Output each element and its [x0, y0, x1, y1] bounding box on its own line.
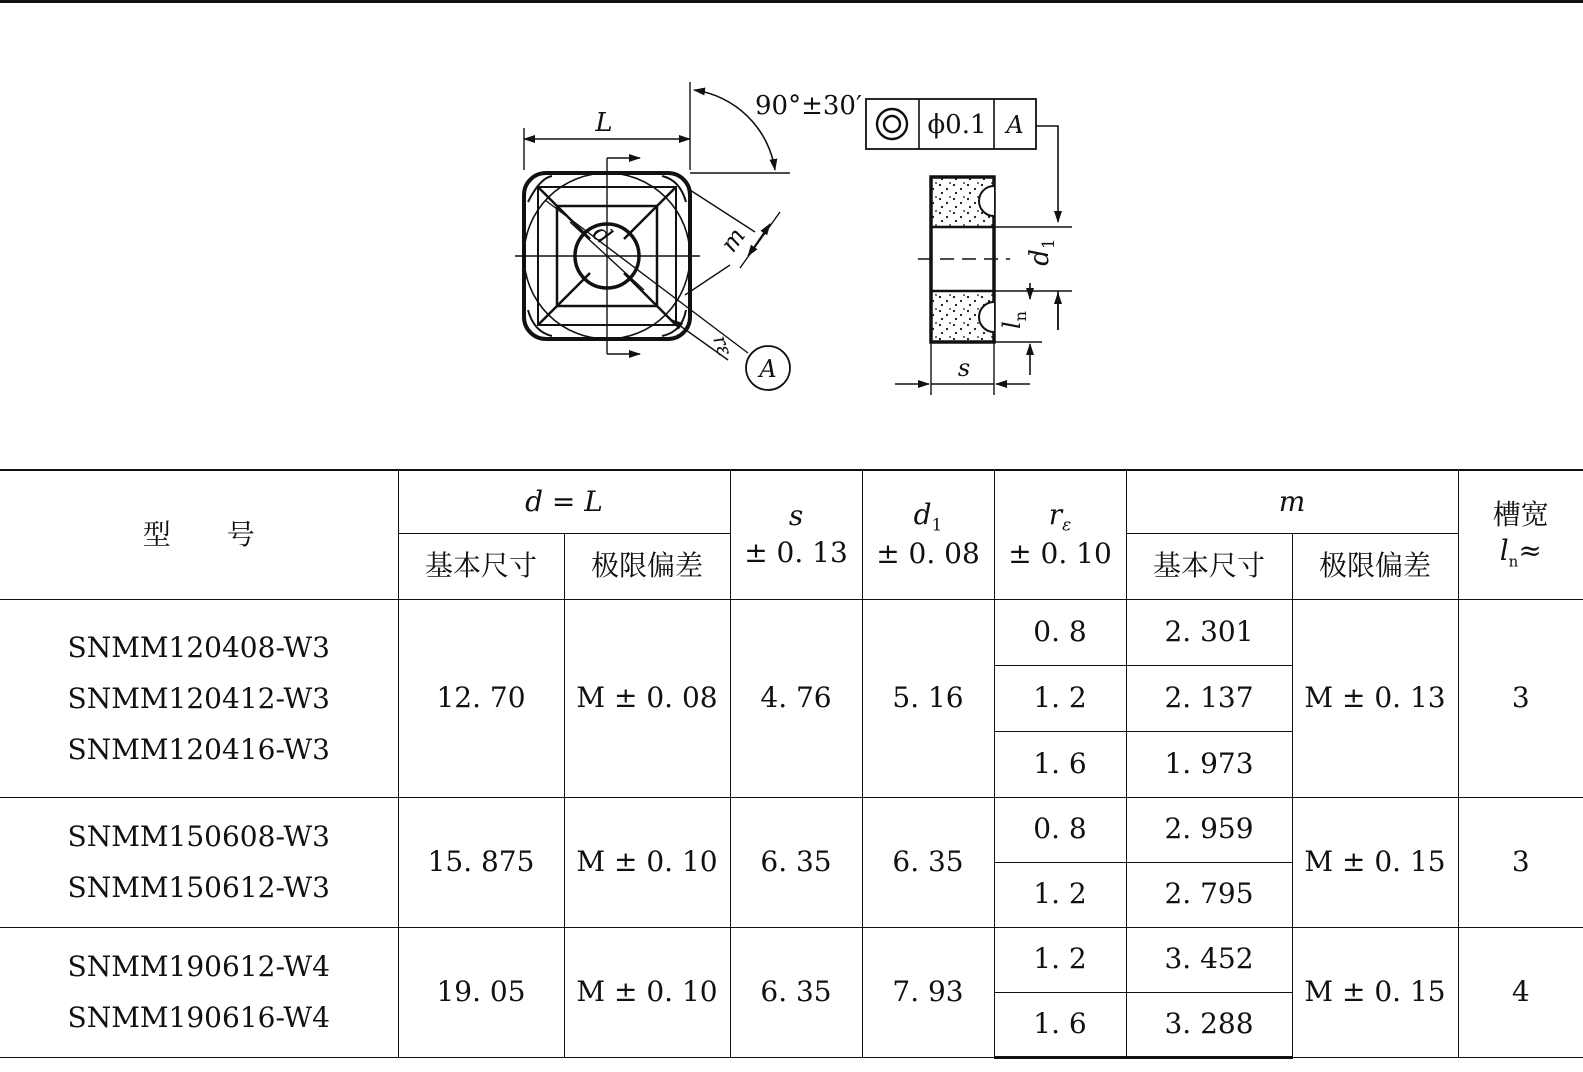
header-d1-tolerance: ± 0. 08: [876, 537, 980, 571]
label-r-epsilon: rε: [708, 332, 738, 360]
header-d1-sub: 1: [931, 515, 943, 536]
label-d: d: [587, 218, 618, 251]
d1-value: 6. 35: [862, 797, 994, 927]
dl-limit-value: M ± 0. 10: [564, 797, 730, 927]
dimension-table: [0, 469, 1583, 1059]
s-value: 6. 35: [730, 927, 862, 1057]
header-r-sub: ε: [1062, 515, 1072, 536]
header-s: [730, 470, 862, 599]
model-name: SNMM120416-W3: [67, 732, 330, 766]
header-m-basic: 基本尺寸: [1126, 533, 1292, 599]
model-name: SNMM190616-W4: [67, 1001, 330, 1034]
model-name: SNMM120412-W3: [67, 681, 330, 715]
ln-value: 3: [1458, 797, 1583, 927]
header-groove-label: 槽宽: [1492, 498, 1549, 531]
r-value: 0. 8: [994, 599, 1126, 665]
model-cell: [0, 797, 398, 927]
m-value: 2. 959: [1126, 797, 1292, 862]
front-view: [515, 82, 790, 390]
m-value: 3. 288: [1126, 992, 1292, 1057]
r-value: 1. 6: [994, 992, 1126, 1057]
header-d1-symbol: d: [913, 497, 932, 531]
r-value: 1. 2: [994, 927, 1126, 992]
dl-basic-value: 12. 70: [398, 599, 564, 797]
header-r-symbol: r: [1048, 497, 1063, 531]
dimension-table-wrapper: [0, 469, 1583, 1059]
s-value: 6. 35: [730, 797, 862, 927]
concentricity-tolerance: ϕ0.1: [927, 110, 987, 140]
tolerance-datum: A: [1006, 111, 1024, 139]
table-row: [0, 927, 1583, 992]
d1-value: 5. 16: [862, 599, 994, 797]
header-dl-basic: 基本尺寸: [398, 533, 564, 599]
header-ln-approx: ≈: [1518, 534, 1542, 568]
m-value: 2. 795: [1126, 862, 1292, 927]
label-L: L: [595, 108, 613, 138]
header-m: m: [1126, 470, 1458, 533]
angle-label: 90°±30′: [755, 91, 862, 121]
header-ln-symbol: l: [1499, 534, 1509, 568]
table-row: [0, 797, 1583, 862]
datum-a-label: A: [759, 355, 777, 383]
header-model: 型 号: [0, 470, 398, 599]
ln-value: 3: [1458, 599, 1583, 797]
m-value: 2. 301: [1126, 599, 1292, 665]
dl-limit-value: M ± 0. 10: [564, 927, 730, 1057]
s-value: 4. 76: [730, 599, 862, 797]
m-limit-value: M ± 0. 15: [1292, 797, 1458, 927]
header-d1: [862, 470, 994, 599]
d1-value: 7. 93: [862, 927, 994, 1057]
model-cell: [0, 927, 398, 1057]
m-value: 3. 452: [1126, 927, 1292, 992]
r-value: 1. 6: [994, 731, 1126, 797]
table-row: [0, 599, 1583, 665]
r-value: 1. 2: [994, 862, 1126, 927]
r-value: 1. 2: [994, 665, 1126, 731]
header-dl-limit: 极限偏差: [564, 533, 730, 599]
insert-drawing: [0, 0, 1583, 460]
dl-limit-value: M ± 0. 08: [564, 599, 730, 797]
model-name: SNMM120408-W3: [67, 630, 330, 664]
r-value: 0. 8: [994, 797, 1126, 862]
header-s-tolerance: ± 0. 13: [744, 535, 848, 569]
m-limit-value: M ± 0. 13: [1292, 599, 1458, 797]
header-m-limit: 极限偏差: [1292, 533, 1458, 599]
header-ln-sub: n: [1508, 552, 1519, 571]
m-limit-value: M ± 0. 15: [1292, 927, 1458, 1057]
dl-basic-value: 15. 875: [398, 797, 564, 927]
model-name: SNMM150612-W3: [67, 871, 330, 904]
label-s: s: [957, 354, 971, 382]
label-ln: $l_n$: [998, 311, 1030, 329]
model-name: SNMM190612-W4: [67, 950, 330, 983]
header-s-symbol: s: [788, 499, 804, 533]
side-view: [895, 177, 1072, 395]
m-value: 2. 137: [1126, 665, 1292, 731]
model-name: SNMM150608-W3: [67, 820, 330, 853]
m-value: 1. 973: [1126, 731, 1292, 797]
label-m: m: [715, 222, 751, 258]
header-groove-width: [1458, 470, 1583, 599]
label-d1: $d_1$: [1025, 238, 1059, 266]
ln-value: 4: [1458, 927, 1583, 1057]
dl-basic-value: 19. 05: [398, 927, 564, 1057]
header-d-eq-l: d = L: [398, 470, 730, 533]
header-r-epsilon: [994, 470, 1126, 599]
header-r-tolerance: ± 0. 10: [1008, 537, 1112, 571]
model-cell: [0, 599, 398, 797]
